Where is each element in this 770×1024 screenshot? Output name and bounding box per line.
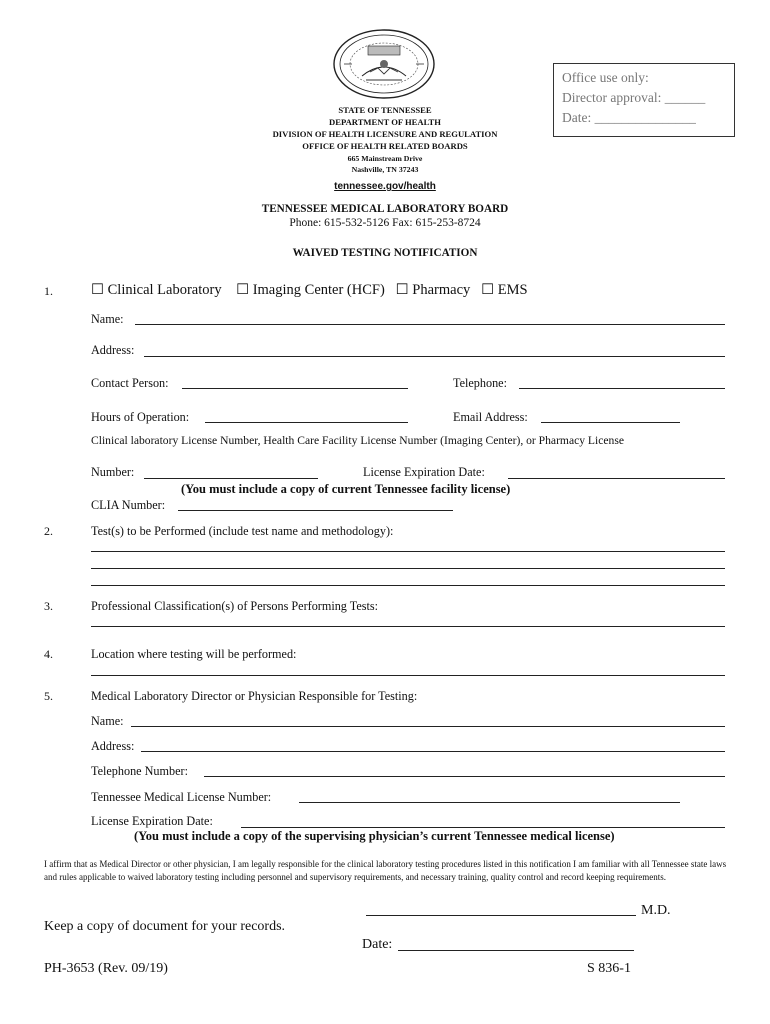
director-address-field[interactable]: [141, 751, 725, 752]
signature-date-field[interactable]: [398, 950, 634, 951]
telephone-label: Telephone:: [453, 376, 507, 390]
hours-label: Hours of Operation:: [91, 410, 190, 424]
section-2-number: 2.: [44, 524, 53, 538]
license-expiration-field[interactable]: [508, 478, 725, 479]
email-label: Email Address:: [453, 410, 528, 424]
facility-name-field[interactable]: [135, 324, 725, 325]
section-1-number: 1.: [44, 284, 53, 298]
clinical-lab-label: Clinical Laboratory: [107, 282, 222, 298]
facility-address-label: Address:: [91, 343, 135, 357]
tests-field-line-3[interactable]: [91, 585, 725, 586]
signature-date-label: Date:: [362, 937, 393, 952]
md-label: M.D.: [641, 903, 671, 918]
tests-field-line-1[interactable]: [91, 551, 725, 552]
tests-field-line-2[interactable]: [91, 568, 725, 569]
ems-checkbox[interactable]: ☐: [481, 282, 495, 298]
director-name-field[interactable]: [131, 726, 725, 727]
pharmacy-checkbox[interactable]: ☐: [395, 282, 409, 298]
pharmacy-label: Pharmacy: [412, 282, 471, 298]
form-code: S 836-1: [587, 961, 631, 976]
medical-license-field[interactable]: [299, 802, 680, 803]
ems-label: EMS: [497, 282, 528, 298]
clinical-lab-checkbox[interactable]: ☐: [91, 282, 104, 298]
email-field[interactable]: [541, 422, 680, 423]
facility-name-label: Name:: [91, 312, 124, 326]
imaging-center-checkbox[interactable]: ☐: [236, 282, 250, 298]
director-telephone-field[interactable]: [204, 776, 725, 777]
state-seal-logo: [332, 28, 436, 100]
section-5-number: 5.: [44, 689, 53, 703]
md-signature-field[interactable]: [366, 915, 636, 916]
director-approval-label: Director approval: ______: [562, 90, 706, 105]
office-date-label: Date: _______________: [562, 110, 696, 125]
director-address-label: Address:: [91, 739, 135, 753]
hours-field[interactable]: [205, 422, 408, 423]
street-address: 665 Mainstream Drive: [347, 154, 423, 163]
keep-copy-note: Keep a copy of document for your records.: [44, 919, 286, 934]
tests-performed-label: Test(s) to be Performed (include test name and methodology):: [91, 524, 394, 538]
medical-license-label: Tennessee Medical License Number:: [91, 790, 272, 804]
director-section-label: Medical Laboratory Director or Physician Responsible for Testing:: [91, 689, 418, 703]
medical-license-expiration-field[interactable]: [241, 827, 725, 828]
imaging-center-label: Imaging Center (HCF): [252, 282, 385, 298]
professional-classification-field[interactable]: [91, 626, 725, 627]
section-4-number: 4.: [44, 647, 53, 661]
license-number-label: Number:: [91, 465, 135, 479]
board-title: TENNESSEE MEDICAL LABORATORY BOARD: [261, 203, 509, 215]
division-name: DIVISION OF HEALTH LICENSURE AND REGULATION: [272, 129, 498, 139]
contact-person-field[interactable]: [182, 388, 408, 389]
office-use-label: Office use only:: [562, 70, 649, 85]
website-link[interactable]: tennessee.gov/health: [334, 181, 436, 192]
license-description: Clinical laboratory License Number, Health Care Facility License Number (Imaging Center), or Pharmacy License: [91, 434, 624, 447]
facility-address-field[interactable]: [144, 356, 725, 357]
city-address: Nashville, TN 37243: [351, 165, 419, 174]
clia-number-field[interactable]: [178, 510, 453, 511]
director-name-label: Name:: [91, 714, 124, 728]
license-number-field[interactable]: [144, 478, 318, 479]
telephone-field[interactable]: [519, 388, 725, 389]
affirmation-statement: I affirm that as Medical Director or other physician, I am legally responsible for the clinical laboratory testing procedures listed in this notification I am familiar with all Tennessee state laws and rules applicable to waived laboratory testing including personnel and supervisory requirements, and necessary training, quality control and record keeping requirements.: [44, 859, 727, 882]
office-name: OFFICE OF HEALTH RELATED BOARDS: [302, 141, 468, 151]
testing-location-field[interactable]: [91, 675, 725, 676]
department-name: DEPARTMENT OF HEALTH: [329, 117, 441, 127]
facility-license-note: (You must include a copy of current Tennessee facility license): [181, 482, 511, 496]
office-use-box: [553, 63, 735, 137]
clia-number-label: CLIA Number:: [91, 498, 166, 512]
board-phone-fax: Phone: 615-532-5126 Fax: 615-253-8724: [289, 217, 481, 229]
professional-classification-label: Professional Classification(s) of Persons Performing Tests:: [91, 599, 378, 613]
physician-license-note: (You must include a copy of the supervising physician’s current Tennessee medical license): [134, 829, 615, 843]
medical-license-expiration-label: License Expiration Date:: [91, 814, 213, 828]
form-title: WAIVED TESTING NOTIFICATION: [292, 247, 478, 259]
contact-person-label: Contact Person:: [91, 376, 169, 390]
form-id: PH-3653 (Rev. 09/19): [44, 961, 168, 976]
director-telephone-label: Telephone Number:: [91, 764, 188, 778]
license-expiration-label: License Expiration Date:: [363, 465, 485, 479]
state-name: STATE OF TENNESSEE: [338, 105, 432, 115]
section-3-number: 3.: [44, 599, 53, 613]
testing-location-label: Location where testing will be performed:: [91, 647, 297, 661]
facility-type-options: [91, 282, 528, 299]
